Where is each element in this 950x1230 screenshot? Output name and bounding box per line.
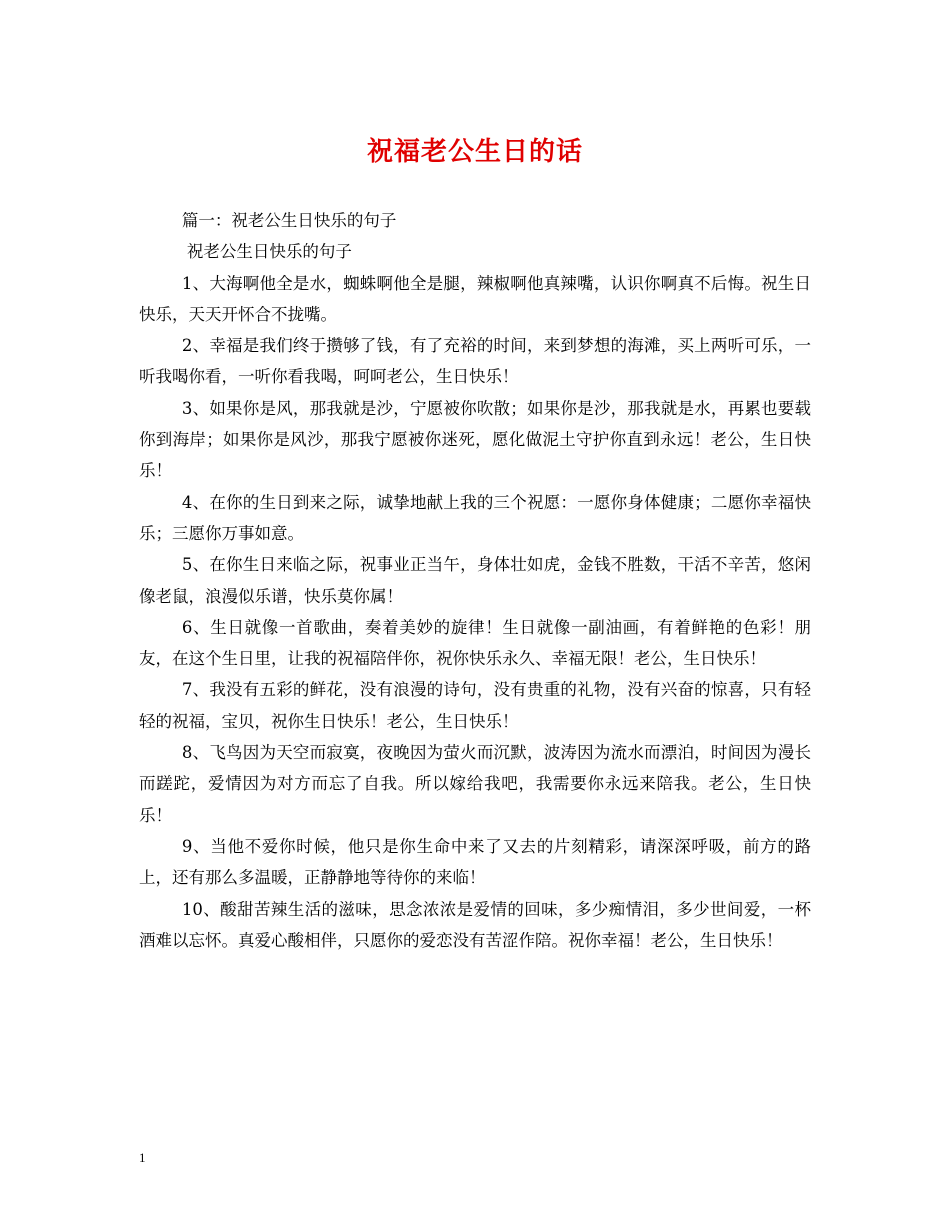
paragraph-7: 7、我没有五彩的鲜花，没有浪漫的诗句，没有贵重的礼物，没有兴奋的惊喜，只有轻轻的祝福，宝贝，祝你生日快乐！老公，生日快乐！ <box>139 680 811 731</box>
paragraph-10: 10、酸甜苦辣生活的滋味，思念浓浓是爱情的回味，多少痴情泪，多少世间爱，一杯酒难以忘怀。真爱心酸相伴，只愿你的爱恋没有苦涩作陪。祝你幸福！老公，生日快乐！ <box>139 899 811 950</box>
document-title: 祝福老公生日的话 <box>366 137 583 167</box>
paragraph-3: 3、如果你是风，那我就是沙，宁愿被你吹散；如果你是沙，那我就是水，再累也要载你到海岸；如果你是风沙，那我宁愿被你迷死，愿化做泥土守护你直到永远！老公，生日快乐！ <box>139 398 811 481</box>
paragraph-2: 2、幸福是我们终于攒够了钱，有了充裕的时间，来到梦想的海滩，买上两听可乐，一听我喝你看，一听你看我喝，呵呵老公，生日快乐！ <box>139 336 811 387</box>
section-heading: 篇一：祝老公生日快乐的句子 <box>181 211 397 230</box>
paragraph-1: 1、大海啊他全是水，蜘蛛啊他全是腿，辣椒啊他真辣嘴，认识你啊真不后悔。祝生日快乐，天天开怀合不拢嘴。 <box>139 273 811 324</box>
document-body <box>139 205 811 956</box>
paragraph-4: 4、在你的生日到来之际，诚挚地献上我的三个祝愿：一愿你身体健康；二愿你幸福快乐；三愿你万事如意。 <box>139 492 811 543</box>
paragraph-8: 8、飞鸟因为天空而寂寞，夜晚因为萤火而沉默，波涛因为流水而漂泊，时间因为漫长而蹉跎，爱情因为对方而忘了自我。所以嫁给我吧，我需要你永远来陪我。老公，生日快乐！ <box>139 743 811 825</box>
paragraph-9: 9、当他不爱你时候，他只是你生命中来了又去的片刻精彩，请深深呼吸，前方的路上，还有那么多温暖，正静静地等待你的来临！ <box>139 836 811 888</box>
page-number: 1 <box>139 1150 146 1165</box>
paragraph-6: 6、生日就像一首歌曲，奏着美妙的旋律！生日就像一副油画，有着鲜艳的色彩！朋友，在这个生日里，让我的祝福陪伴你，祝你快乐永久、幸福无限！老公，生日快乐！ <box>139 617 811 669</box>
paragraph-5: 5、在你生日来临之际，祝事业正当午，身体壮如虎，金钱不胜数，干活不辛苦，悠闲像老鼠，浪漫似乐谱，快乐莫你属！ <box>139 555 811 606</box>
sub-heading: 祝老公生日快乐的句子 <box>186 242 352 262</box>
